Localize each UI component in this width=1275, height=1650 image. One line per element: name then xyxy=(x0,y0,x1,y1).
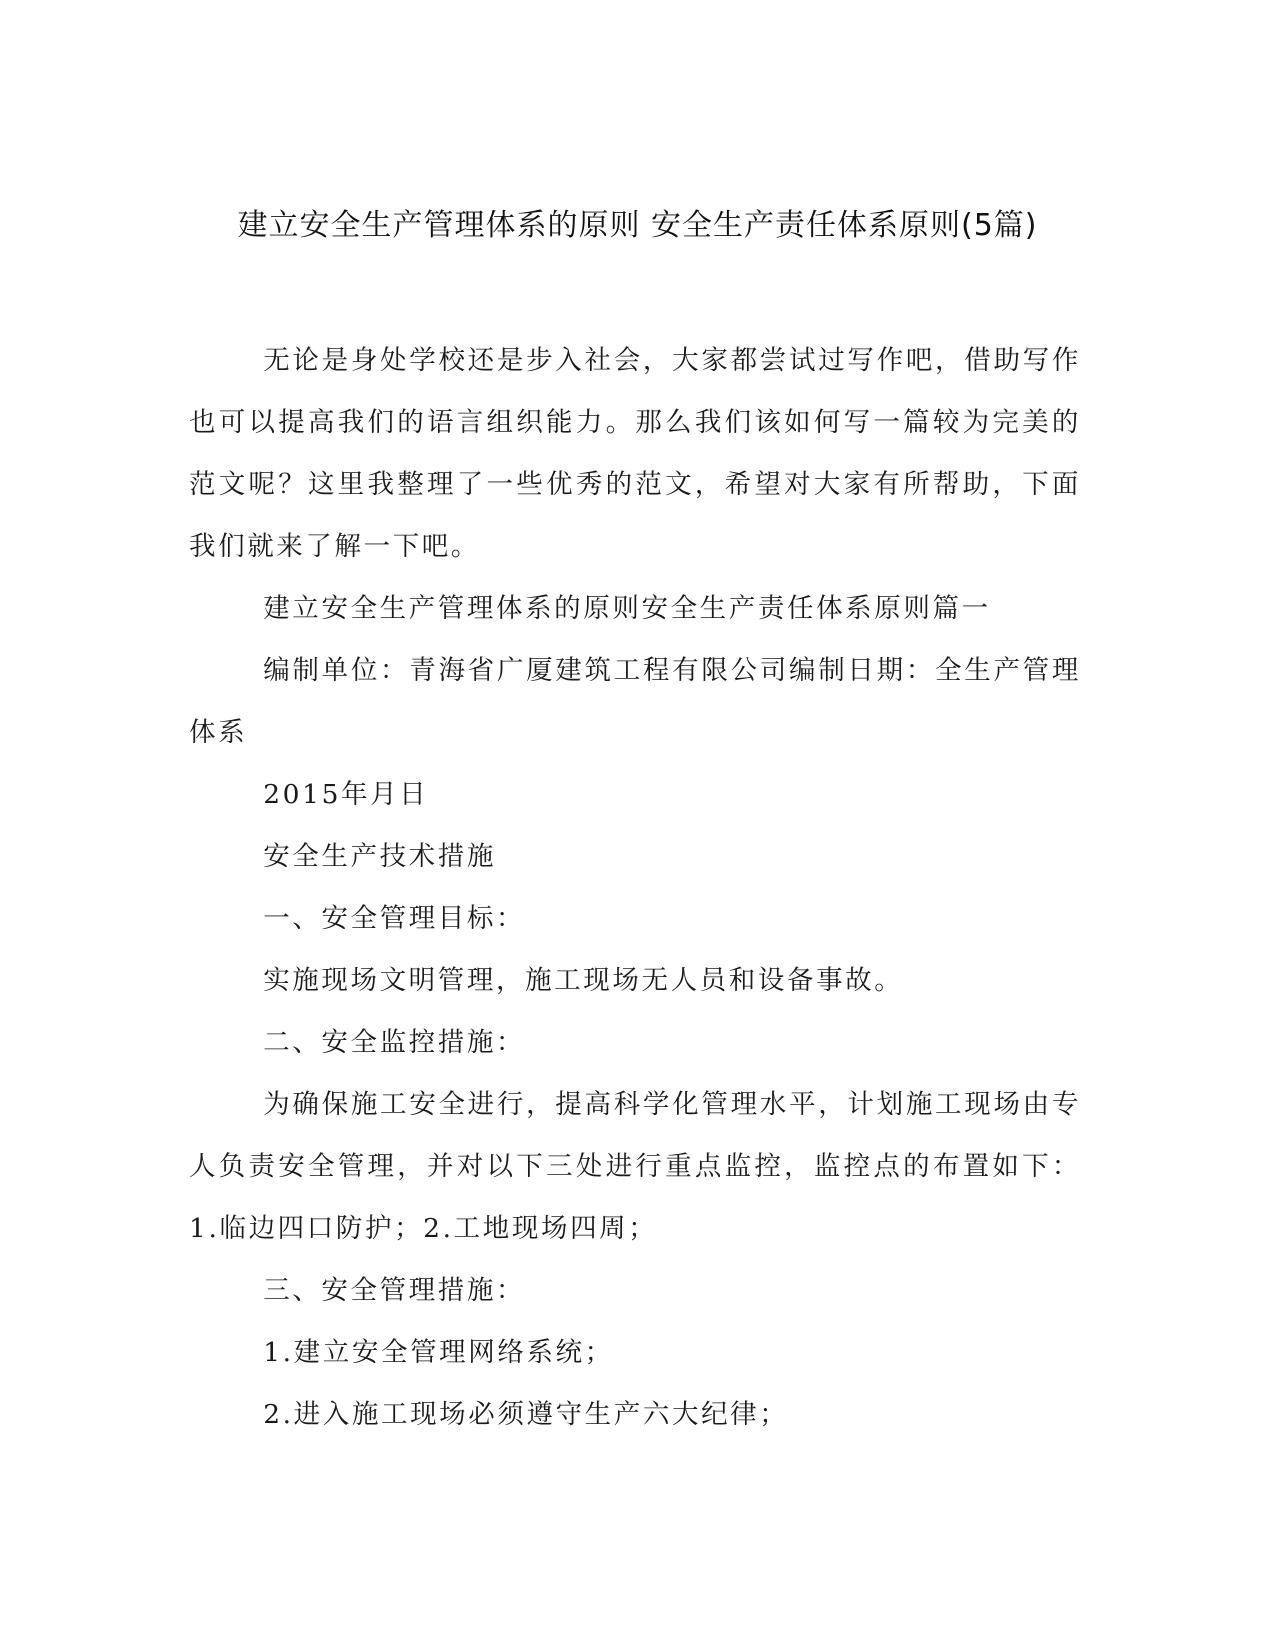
compiler-info: 编制单位：青海省广厦建筑工程有限公司编制日期：全生产管理体系 xyxy=(189,655,1081,748)
heading-management-goal: 一、安全管理目标： xyxy=(263,903,526,934)
document-body xyxy=(189,330,1081,1446)
date-line: 2015年月日 xyxy=(263,779,429,810)
paragraph-monitoring-measures: 为确保施工安全进行，提高科学化管理水平，计划施工现场由专人负责安全管理，并对以下三处进行重点监控，监控点的布置如下：1.临边四口防护；2.工地现场四周； xyxy=(189,1089,1081,1244)
heading-monitoring-measures: 二、安全监控措施： xyxy=(263,1027,526,1058)
heading-management-measures: 三、安全管理措施： xyxy=(263,1275,526,1306)
paragraph-management-goal: 实施现场文明管理，施工现场无人员和设备事故。 xyxy=(263,965,904,996)
list-item-2: 2.进入施工现场必须遵守生产六大纪律； xyxy=(263,1399,789,1430)
section-heading: 建立安全生产管理体系的原则安全生产责任体系原则篇一 xyxy=(263,593,991,624)
document-title: 建立安全生产管理体系的原则 安全生产责任体系原则(5篇) xyxy=(237,208,1038,243)
subheading-technical-measures: 安全生产技术措施 xyxy=(263,841,496,872)
intro-paragraph: 无论是身处学校还是步入社会，大家都尝试过写作吧，借助写作也可以提高我们的语言组织能力。那么我们该如何写一篇较为完美的范文呢？这里我整理了一些优秀的范文，希望对大家有所帮助，下面我们就来了解一下吧。 xyxy=(189,345,1081,562)
list-item-1: 1.建立安全管理网络系统； xyxy=(263,1337,614,1368)
